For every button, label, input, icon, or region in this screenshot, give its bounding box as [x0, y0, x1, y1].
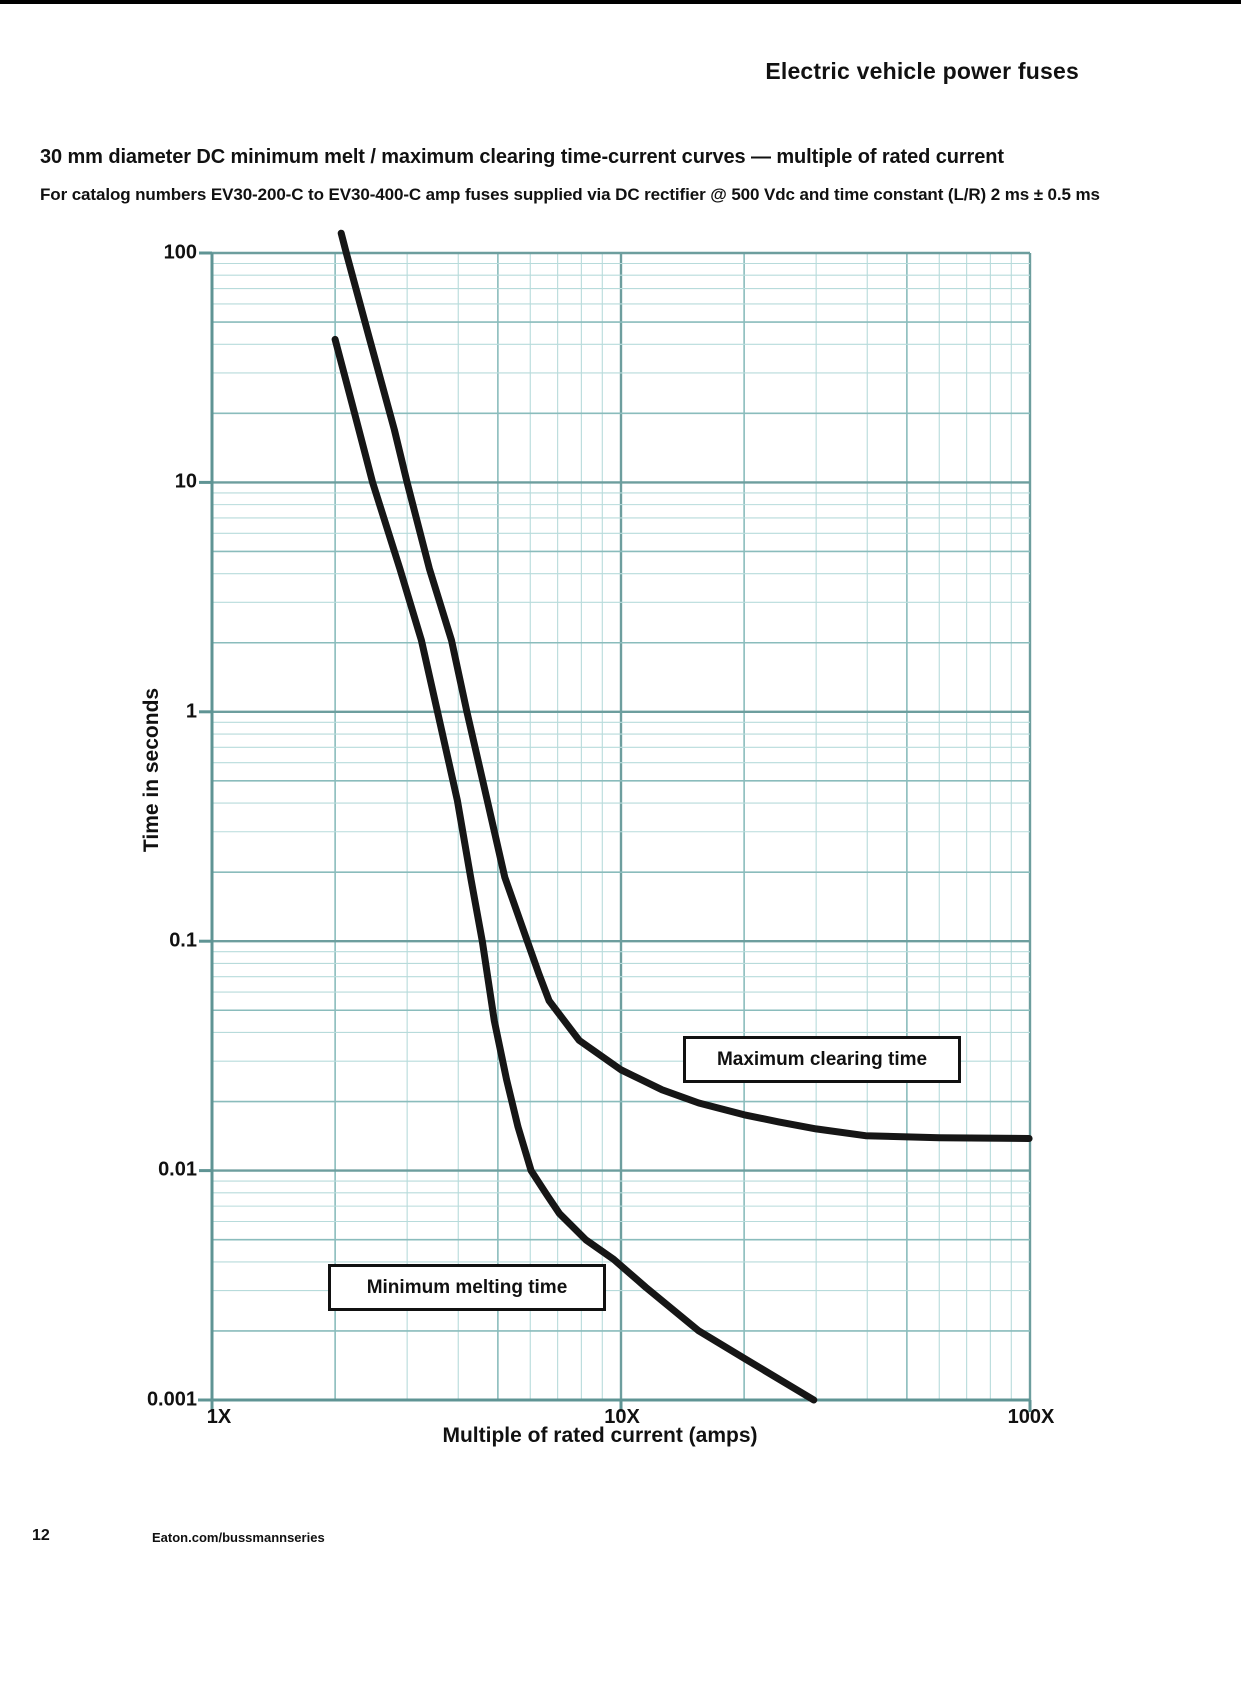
y-tick-label: 0.01	[158, 1158, 197, 1181]
chart-title: 30 mm diameter DC minimum melt / maximum clearing time-current curves — multiple of rated current	[40, 146, 1004, 168]
y-axis-title: Time in seconds	[140, 687, 163, 853]
min-melting-label-box	[328, 1264, 606, 1311]
min-melting-label: Minimum melting time	[366, 1276, 568, 1298]
document-header: Electric vehicle power fuses	[765, 58, 1079, 84]
x-tick-label: 1X	[206, 1406, 232, 1428]
y-tick-label: 10	[174, 470, 197, 493]
y-tick-label: 0.001	[146, 1388, 197, 1411]
x-tick-label: 10X	[604, 1406, 640, 1428]
y-tick-label: 0.1	[169, 929, 197, 952]
x-tick-label: 100X	[1007, 1406, 1055, 1428]
footer-url[interactable]: Eaton.com/bussmannseries	[152, 1530, 325, 1545]
page-number: 12	[32, 1527, 50, 1544]
max-clearing-label-box	[683, 1036, 961, 1083]
max-clearing-label: Maximum clearing time	[716, 1048, 928, 1070]
y-tick-label: 1	[185, 700, 197, 723]
y-tick-label: 100	[163, 241, 197, 264]
x-axis-title: Multiple of rated current (amps)	[442, 1424, 758, 1447]
chart-subtitle: For catalog numbers EV30-200-C to EV30-400-C amp fuses supplied via DC rectifier @ 500 Vdc and time constant (L/R) 2 ms ± 0.5 ms	[40, 185, 1100, 204]
